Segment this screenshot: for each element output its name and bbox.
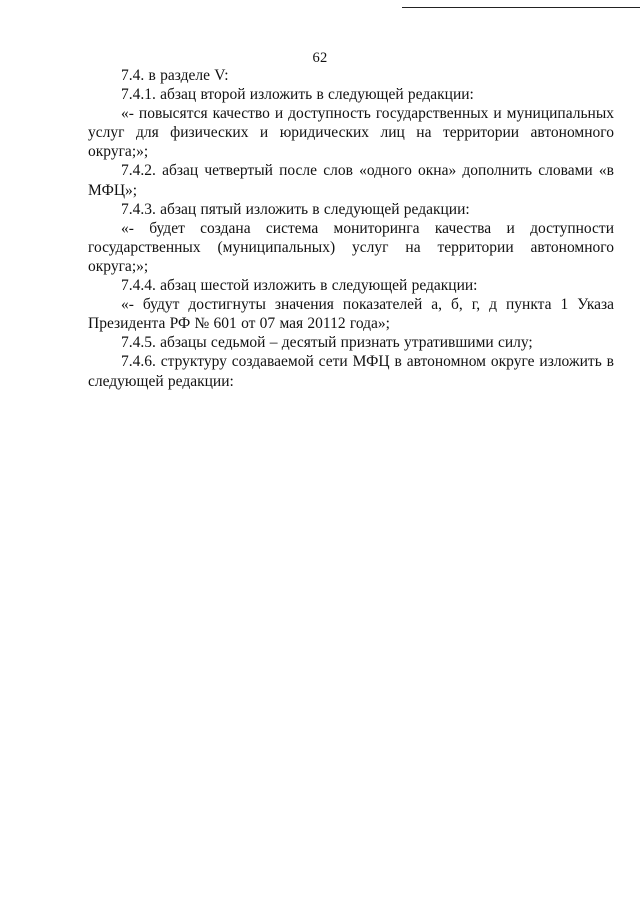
top-rule — [402, 7, 640, 8]
paragraph-7-4-3: 7.4.3. абзац пятый изложить в следующей редакции: — [121, 200, 470, 218]
paragraph-7-4-6: 7.4.6. структуру создаваемой сети МФЦ в автономном округе изложить в следующей редакции: — [88, 353, 614, 390]
page-number: 62 — [312, 50, 328, 66]
document-body — [88, 66, 614, 391]
paragraph-7-4-1: 7.4.1. абзац второй изложить в следующей редакции: — [121, 86, 474, 104]
paragraph-quote-services-quality: «- повысятся качество и доступность государственных и муниципальных услуг для физических и юридических лиц на территории автономного округа;»; — [88, 105, 614, 161]
paragraph-7-4-5: 7.4.5. абзацы седьмой – десятый признать утратившими силу; — [121, 334, 533, 352]
paragraph-7-4-4: 7.4.4. абзац шестой изложить в следующей редакции: — [121, 277, 478, 295]
paragraph-quote-monitoring-system: «- будет создана система мониторинга качества и доступности государственных (муниципальных) услуг на территории автономного округа;»; — [88, 219, 614, 275]
paragraph-7-4: 7.4. в разделе V: — [121, 67, 229, 84]
paragraph-7-4-2: 7.4.2. абзац четвертый после слов «одного окна» дополнить словами «в МФЦ»; — [88, 162, 614, 199]
paragraph-quote-indicators: «- будут достигнуты значения показателей а, б, г, д пункта 1 Указа Президента РФ № 601 от 07 мая 20112 года»; — [88, 296, 614, 333]
